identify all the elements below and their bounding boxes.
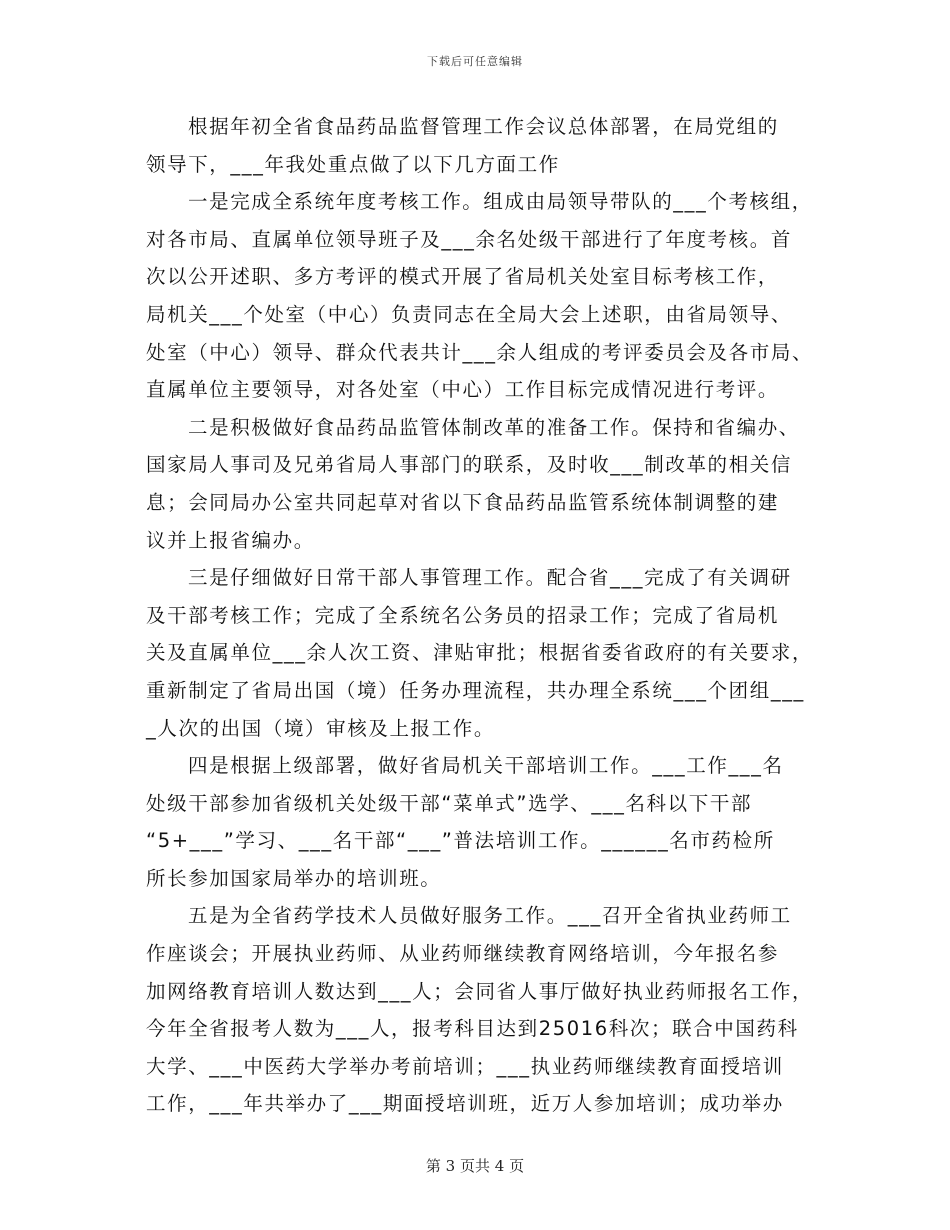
paragraph-line: _人次的出国（境）审核及上报工作。 xyxy=(146,716,495,740)
paragraph-line: 今年全省报考人数为___人，报考科目达到25016科次；联合中国药科 xyxy=(146,1017,799,1041)
document-body xyxy=(146,108,826,1123)
paragraph-line: 工作，___年共举办了___期面授培训班，近万人参加培训；成功举办 xyxy=(146,1092,784,1116)
paragraph-first-line: 三是仔细做好日常干部人事管理工作。配合省___完成了有关调研 xyxy=(188,566,792,590)
paragraph-line: 对各市局、直属单位领导班子及___余名处级干部进行了年度考核。首 xyxy=(146,227,792,251)
paragraph-first-line: 二是积极做好食品药品监管体制改革的准备工作。保持和省编办、 xyxy=(188,415,800,439)
paragraph-line: 大学、___中医药大学举办考前培训；___执业药师继续教育面授培训 xyxy=(146,1054,784,1078)
paragraph-line: 领导下，___年我处重点做了以下几方面工作 xyxy=(146,152,560,176)
paragraph-first-line: 根据年初全省食品药品监督管理工作会议总体部署，在局党组的 xyxy=(188,115,779,138)
paragraph-line: 处级干部参加省级机关处级干部“菜单式”选学、___名科以下干部 xyxy=(146,791,753,815)
paragraph-line: 议并上报省编办。 xyxy=(146,528,315,552)
paragraph-line: 直属单位主要领导，对各处室（中心）工作目标完成情况进行考评。 xyxy=(146,378,780,402)
page-header-note: 下载后可任意编辑 xyxy=(427,55,523,68)
paragraph-line: 重新制定了省局出国（境）任务办理流程，共办理全系统___个团组___ xyxy=(146,678,805,702)
paragraph-line: 处室（中心）领导、群众代表共计___余人组成的考评委员会及各市局、 xyxy=(146,340,814,364)
paragraph-line: 作座谈会；开展执业药师、从业药师继续教育网络培训，今年报名参 xyxy=(146,942,780,966)
paragraph-line: 关及直属单位___余人次工资、津贴审批；根据省委省政府的有关要求， xyxy=(146,641,814,665)
paragraph-first-line: 五是为全省药学技术人员做好服务工作。___召开全省执业药师工 xyxy=(188,904,792,928)
paragraph-line: 局机关___个处室（中心）负责同志在全局大会上述职，由省局领导、 xyxy=(146,302,792,326)
page-number: 第 3 页共 4 页 xyxy=(425,1157,525,1175)
paragraph-line: 息；会同局办公室共同起草对省以下食品药品监管系统体制调整的建 xyxy=(146,490,780,514)
paragraph-line: 加网络教育培训人数达到___人；会同省人事厅做好执业药师报名工作， xyxy=(146,979,814,1003)
paragraph-line: 所长参加国家局举办的培训班。 xyxy=(146,866,442,890)
paragraph-line: “5+___”学习、___名干部“___”普法培训工作。______名市药检所 xyxy=(146,829,775,853)
paragraph-first-line: 一是完成全系统年度考核工作。组成由局领导带队的___个考核组， xyxy=(188,190,813,214)
paragraph-line: 及干部考核工作；完成了全系统名公务员的招录工作；完成了省局机 xyxy=(146,603,780,627)
paragraph-line: 国家局人事司及兄弟省局人事部门的联系，及时收___制改革的相关信 xyxy=(146,453,792,477)
paragraph-first-line: 四是根据上级部署，做好省局机关干部培训工作。___工作___名 xyxy=(188,754,784,778)
paragraph-line: 次以公开述职、多方考评的模式开展了省局机关处室目标考核工作， xyxy=(146,265,780,289)
